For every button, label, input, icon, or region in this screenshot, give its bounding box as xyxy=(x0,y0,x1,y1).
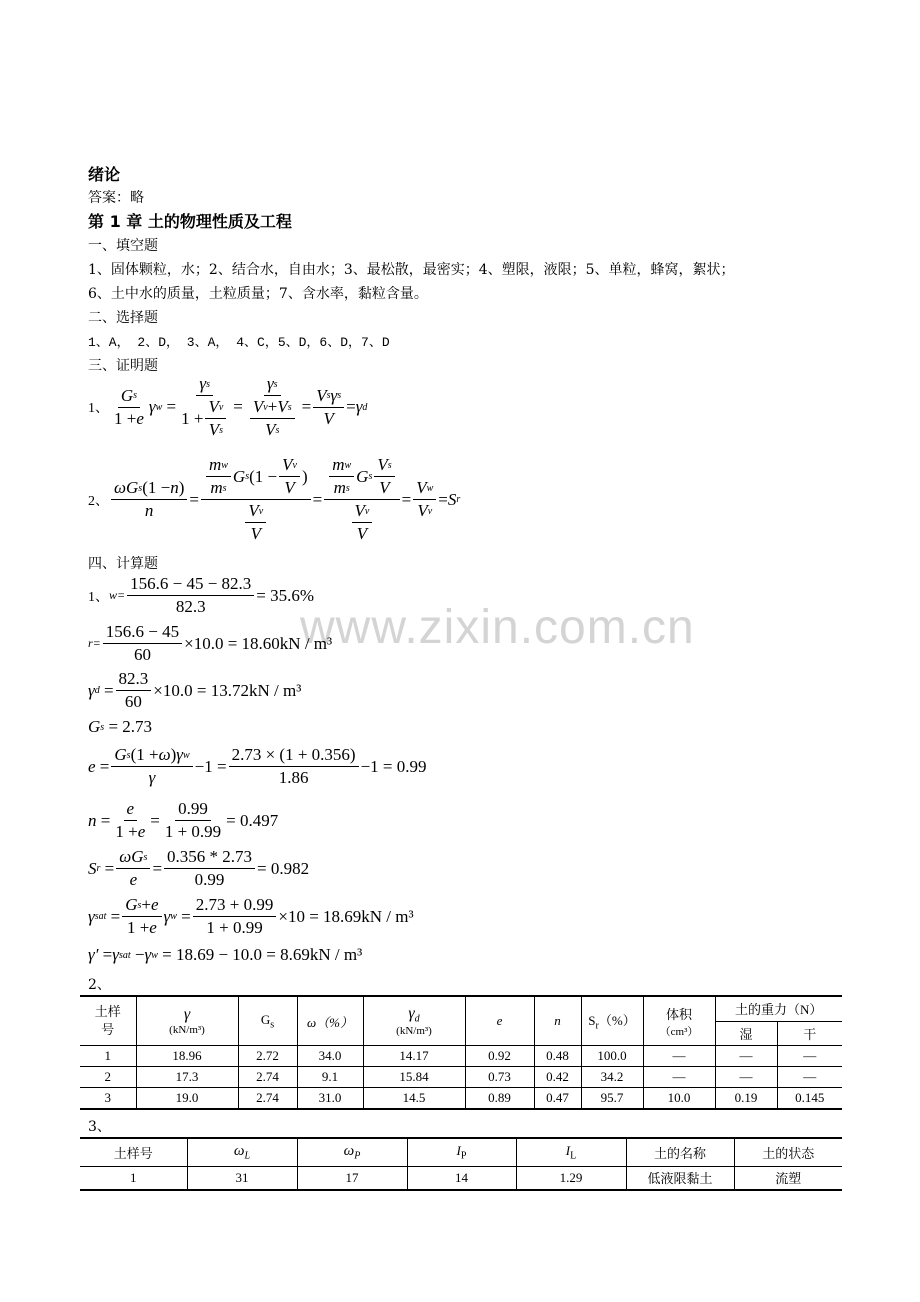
table-row: 1 18.96 2.72 34.0 14.17 0.92 0.48 100.0 — — — xyxy=(80,1046,842,1067)
fill-line1: 1、固体颗粒，水；2、结合水，自由水；3、最松散，最密实；4、塑限，液限；5、单粒，蜂窝，絮状； xyxy=(88,262,735,278)
calc-3-number: 3、 xyxy=(88,1119,111,1135)
calc-saturated-unit-weight: γ sat = G s + e 1 + e γ w = $\frac{2.73 + 0.99}{1 + 0.99}$ ×10 = 18.69kN / m³ xyxy=(88,895,414,937)
gd-numerator: 82.3 xyxy=(116,669,152,691)
e-result: −1 = 0.99 xyxy=(360,756,427,776)
gd-result: ×10.0 = 13.72kN / m³ xyxy=(153,680,302,700)
proof-1-equation: 1、 G s 1 + e γ w = γ s 1 + V v V s = γ s V v + V s V s = V s γ s V = γ d xyxy=(88,374,368,439)
col-plasticity-index: $I_P$ xyxy=(407,1138,516,1166)
sat-denominator: 1 + 0.99 xyxy=(206,918,263,937)
col-sr: $S_r(\%)$ xyxy=(581,996,643,1046)
table-row: 1 31 17 14 1.29 低液限黏土 流塑 xyxy=(80,1166,842,1190)
intro-answer: 答案：略 xyxy=(88,190,144,206)
choice-heading: 二、选择题 xyxy=(88,310,158,326)
table-row: 3 19.0 2.74 31.0 14.5 0.89 0.47 95.7 10.0 0.19 0.145 xyxy=(80,1088,842,1110)
col-soil-state: 土的状态 xyxy=(734,1138,842,1166)
col-gamma-d: $\gamma_d$ (kN/m³) xyxy=(363,996,465,1046)
calc-specific-gravity: G s = 2.73 xyxy=(88,717,153,736)
col-volume: 体积 （cm³） xyxy=(643,996,715,1046)
calc-dry-unit-weight: γ d = $\frac{82.3}{60}$ ×10.0 = 13.72kN / m³ xyxy=(88,669,302,711)
calc-saturation: S r = ωG s e = $\frac{0.356 * 2.73}{0.99}$ = 0.982 xyxy=(88,847,310,889)
fill-heading: 一、填空题 xyxy=(88,238,158,254)
table-3 xyxy=(80,1137,842,1191)
col-gamma: γ (kN/m³) xyxy=(136,996,238,1046)
r-result: ×10.0 = 18.60kN / m³ xyxy=(184,633,333,653)
sr-result: = 0.982 xyxy=(257,858,310,878)
col-liquidity-index: $I_L$ xyxy=(516,1138,626,1166)
choice-answers: 1、A， 2、D， 3、A， 4、C，5、D，6、D，7、D xyxy=(88,335,390,350)
prime-result: = 18.69 − 10.0 = 8.69kN / m³ xyxy=(162,945,363,964)
col-weight-wet: 湿 xyxy=(715,1021,777,1045)
proof-2-number: 2、 xyxy=(88,493,109,509)
col-plastic-limit: $\omega_P$ xyxy=(297,1138,407,1166)
col-n: n xyxy=(534,996,581,1046)
gs-value: = 2.73 xyxy=(108,717,153,736)
gs-symbol: G xyxy=(88,717,101,736)
gd-denominator: 60 xyxy=(124,692,142,711)
calc-2-number: 2、 xyxy=(88,977,111,993)
calc-porosity: n = e 1 + e = $\frac{0.99}{1 + 0.99}$ = 0.497 xyxy=(88,799,279,841)
sr-numerator: 0.356 * 2.73 xyxy=(164,847,255,869)
proof-heading: 三、证明题 xyxy=(88,358,158,374)
e-numerator: 2.73 × (1 + 0.356) xyxy=(229,745,359,767)
col-soil-name: 土的名称 xyxy=(626,1138,734,1166)
calc-water-content xyxy=(88,574,314,617)
w-denominator: 82.3 xyxy=(175,597,206,616)
proof-2-equation: 2、 ωG s (1 − n ) n = m w m s G s (1 − V v V ) V v V = m w m s G s V s V V v V = V w V v = S r xyxy=(88,455,461,543)
watermark: www.zixin.com.cn xyxy=(300,601,695,654)
col-sample-no: 土样号 xyxy=(80,1138,187,1166)
fill-line2: 6、土中水的质量，土粒质量；7、含水率，黏粒含量。 xyxy=(88,286,428,302)
calc-1-number: 1、 xyxy=(88,589,109,605)
n-denominator: 1 + 0.99 xyxy=(164,822,222,841)
proof-1-number: 1、 xyxy=(88,401,109,416)
calc-void-ratio: e = G s (1 + ω ) γ w γ −1 = $\frac{2.73 \times (1 + 0.356)}{1.86}$ −1 = 0.99 xyxy=(88,745,427,787)
table-2 xyxy=(80,995,842,1110)
calc-unit-weight xyxy=(88,622,332,665)
col-weight-dry: 干 xyxy=(777,1021,842,1045)
table-row: 2 17.3 2.74 9.1 15.84 0.73 0.42 34.2 — — — xyxy=(80,1067,842,1088)
col-weight: 土的重力（N） xyxy=(715,996,842,1021)
col-e: e xyxy=(465,996,534,1046)
r-denominator: 60 xyxy=(133,645,151,664)
sat-numerator: 2.73 + 0.99 xyxy=(193,895,277,917)
col-gs: $G_s$ xyxy=(238,996,297,1046)
sr-denominator: 0.99 xyxy=(194,870,225,889)
intro-heading: 绪论 xyxy=(88,165,121,184)
w-result: = 35.6% xyxy=(256,585,315,605)
col-sample-no: 土样号 xyxy=(80,996,136,1046)
n-result: = 0.497 xyxy=(226,810,279,830)
r-numerator: 156.6 − 45 xyxy=(103,622,182,644)
calc-heading: 四、计算题 xyxy=(88,556,158,572)
e-denominator: 1.86 xyxy=(278,768,309,787)
w-label: w= xyxy=(109,588,126,602)
w-numerator: 156.6 − 45 − 82.3 xyxy=(127,574,254,596)
chapter1-heading: 第 1 章 土的物理性质及工程 xyxy=(88,212,292,231)
r-label: r= xyxy=(88,636,101,650)
calc-buoyant-unit-weight: γ′ = γ sat − γ w = 18.69 − 10.0 = 8.69kN / m³ xyxy=(88,945,363,964)
n-numerator: 0.99 xyxy=(175,799,211,821)
col-liquid-limit: $\omega_L$ xyxy=(187,1138,297,1166)
sat-result: ×10 = 18.69kN / m³ xyxy=(278,906,414,926)
col-omega: ω（%） xyxy=(297,996,363,1046)
